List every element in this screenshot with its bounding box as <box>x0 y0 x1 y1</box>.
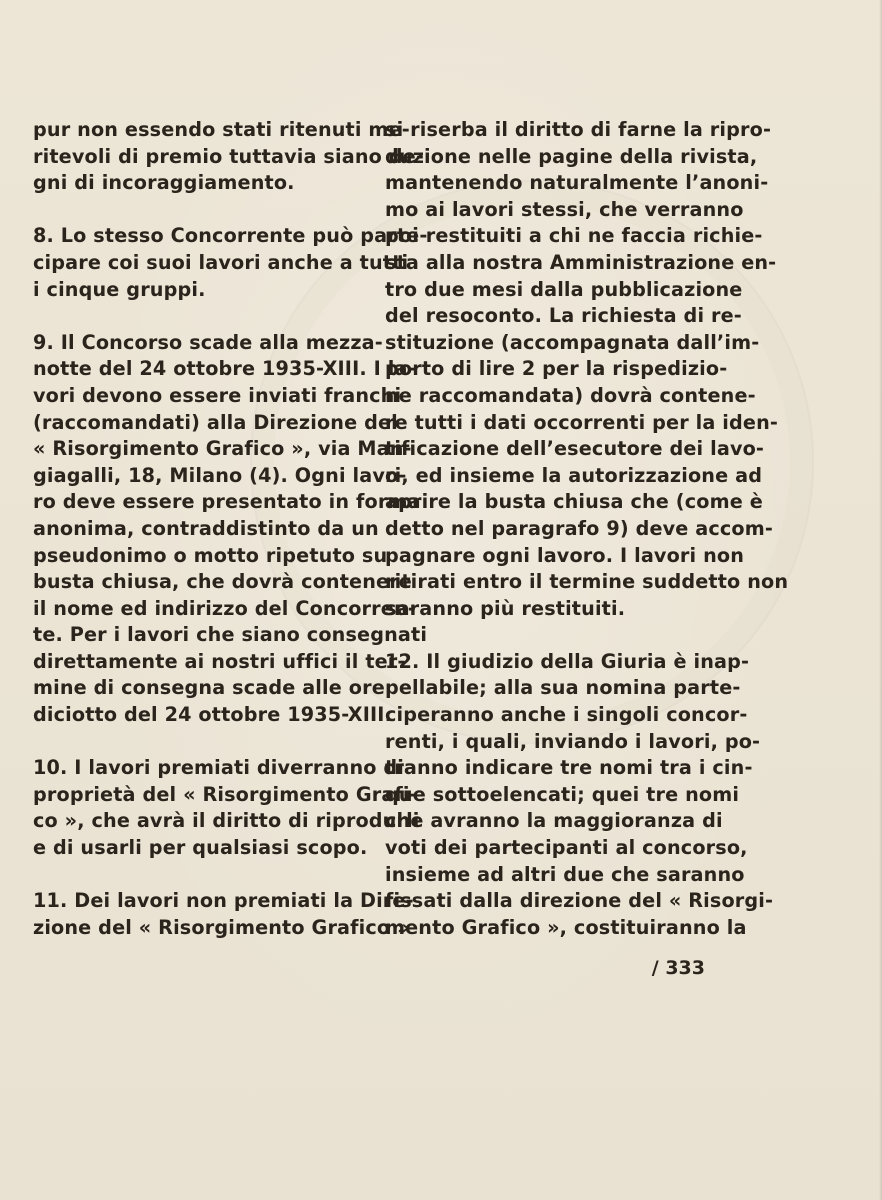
paragraph-gap <box>33 197 353 224</box>
paragraph-gap <box>33 729 353 756</box>
text-line: tificazione dell’esecutore dei lavo- <box>385 437 765 461</box>
text-line: (raccomandati) alla Direzione del <box>33 410 398 434</box>
text-line: gni di incoraggiamento. <box>33 171 295 195</box>
text-line: cipare coi suoi lavori anche a tutti <box>33 250 409 274</box>
text-line: giagalli, 18, Milano (4). Ogni lavo- <box>33 463 407 487</box>
text-line: i cinque gruppi. <box>33 277 206 301</box>
text-line: ne raccomandata) dovrà contene- <box>385 383 756 407</box>
text-line: 8. Lo stesso Concorrente può parte- <box>33 224 428 248</box>
text-line: ritirati entro il termine suddetto non <box>385 570 789 594</box>
text-line: tranno indicare tre nomi tra i cin- <box>385 756 753 780</box>
text-line: busta chiusa, che dovrà contenere <box>33 570 412 594</box>
paragraph-10 <box>33 755 420 861</box>
paragraph-continued <box>33 117 424 197</box>
text-line: tro due mesi dalla pubblicazione <box>385 277 743 301</box>
paragraph-gap <box>385 622 705 649</box>
text-line: sta alla nostra Amministrazione en- <box>385 250 777 274</box>
text-line: mantenendo naturalmente l’anoni- <box>385 171 769 195</box>
text-line: ritevoli di premio tuttavia siano de- <box>33 144 424 168</box>
paragraph-11-continued <box>385 117 789 622</box>
text-line: detto nel paragrafo 9) deve accom- <box>385 516 774 540</box>
text-line: pur non essendo stati ritenuti me- <box>33 118 410 141</box>
text-line: re tutti i dati occorrenti per la iden- <box>385 410 778 434</box>
paragraph-gap <box>33 862 353 889</box>
paragraph-11 <box>33 888 414 941</box>
text-line: co », che avrà il diritto di riprodurli <box>33 809 420 833</box>
text-line: pellabile; alla sua nomina parte- <box>385 676 741 700</box>
text-line: anonima, contraddistinto da un <box>33 516 379 540</box>
text-line: diciotto del 24 ottobre 1935-XIII. <box>33 703 393 727</box>
paragraph-9 <box>33 330 428 729</box>
text-line: porto di lire 2 per la rispedizio- <box>385 357 728 381</box>
text-line: te. Per i lavori che siano consegnati <box>33 623 428 647</box>
text-line: pagnare ogni lavoro. I lavori non <box>385 543 745 567</box>
text-line: insieme ad altri due che saranno <box>385 862 745 886</box>
page-number: / 333 <box>651 957 705 979</box>
text-line: mento Grafico », costituiranno la <box>385 915 747 939</box>
text-line: direttamente ai nostri uffici il ter- <box>33 649 406 673</box>
text-line: stituzione (accompagnata dall’im- <box>385 330 760 354</box>
paragraph-gap <box>33 303 353 330</box>
text-line: il nome ed indirizzo del Concorren- <box>33 596 416 620</box>
right-column <box>385 117 789 941</box>
text-line: duzione nelle pagine della rivista, <box>385 144 758 168</box>
text-line: notte del 24 ottobre 1935-XIII. I la- <box>33 357 416 381</box>
left-column <box>33 117 428 941</box>
text-line: que sottoelencati; quei tre nomi <box>385 782 740 806</box>
text-line: si riserba il diritto di farne la ripro- <box>385 118 772 141</box>
text-line: del resoconto. La richiesta di re- <box>385 304 742 328</box>
text-line: zione del « Risorgimento Grafico » <box>33 915 410 939</box>
text-line: 10. I lavori premiati diverranno di <box>33 756 405 780</box>
text-line: aprire la busta chiusa che (come è <box>385 490 763 514</box>
text-line: fissati dalla direzione del « Risorgi- <box>385 889 774 913</box>
text-line: voti dei partecipanti al concorso, <box>385 836 748 860</box>
text-line: poi restituiti a chi ne faccia richie- <box>385 224 763 248</box>
text-line: proprietà del « Risorgimento Grafi- <box>33 782 418 806</box>
text-line: che avranno la maggioranza di <box>385 809 723 833</box>
text-line: 9. Il Concorso scade alla mezza- <box>33 330 383 354</box>
text-line: « Risorgimento Grafico », via Man- <box>33 437 412 461</box>
text-line: renti, i quali, inviando i lavori, po- <box>385 729 761 753</box>
text-line: 12. Il giudizio della Giuria è inap- <box>385 649 750 673</box>
text-line: mo ai lavori stessi, che verranno <box>385 197 744 221</box>
text-line: vori devono essere inviati franchi <box>33 383 402 407</box>
text-line: saranno più restituiti. <box>385 596 626 620</box>
paragraph-8 <box>33 223 428 303</box>
text-line: pseudonimo o motto ripetuto su <box>33 543 388 567</box>
text-line: ciperanno anche i singoli concor- <box>385 703 748 727</box>
text-line: mine di consegna scade alle ore <box>33 676 385 700</box>
text-line: 11. Dei lavori non premiati la Dire- <box>33 889 414 913</box>
text-line: e di usarli per qualsiasi scopo. <box>33 836 368 860</box>
text-line: ri, ed insieme la autorizzazione ad <box>385 463 763 487</box>
paragraph-12 <box>385 649 774 942</box>
text-line: ro deve essere presentato in forma <box>33 490 421 514</box>
